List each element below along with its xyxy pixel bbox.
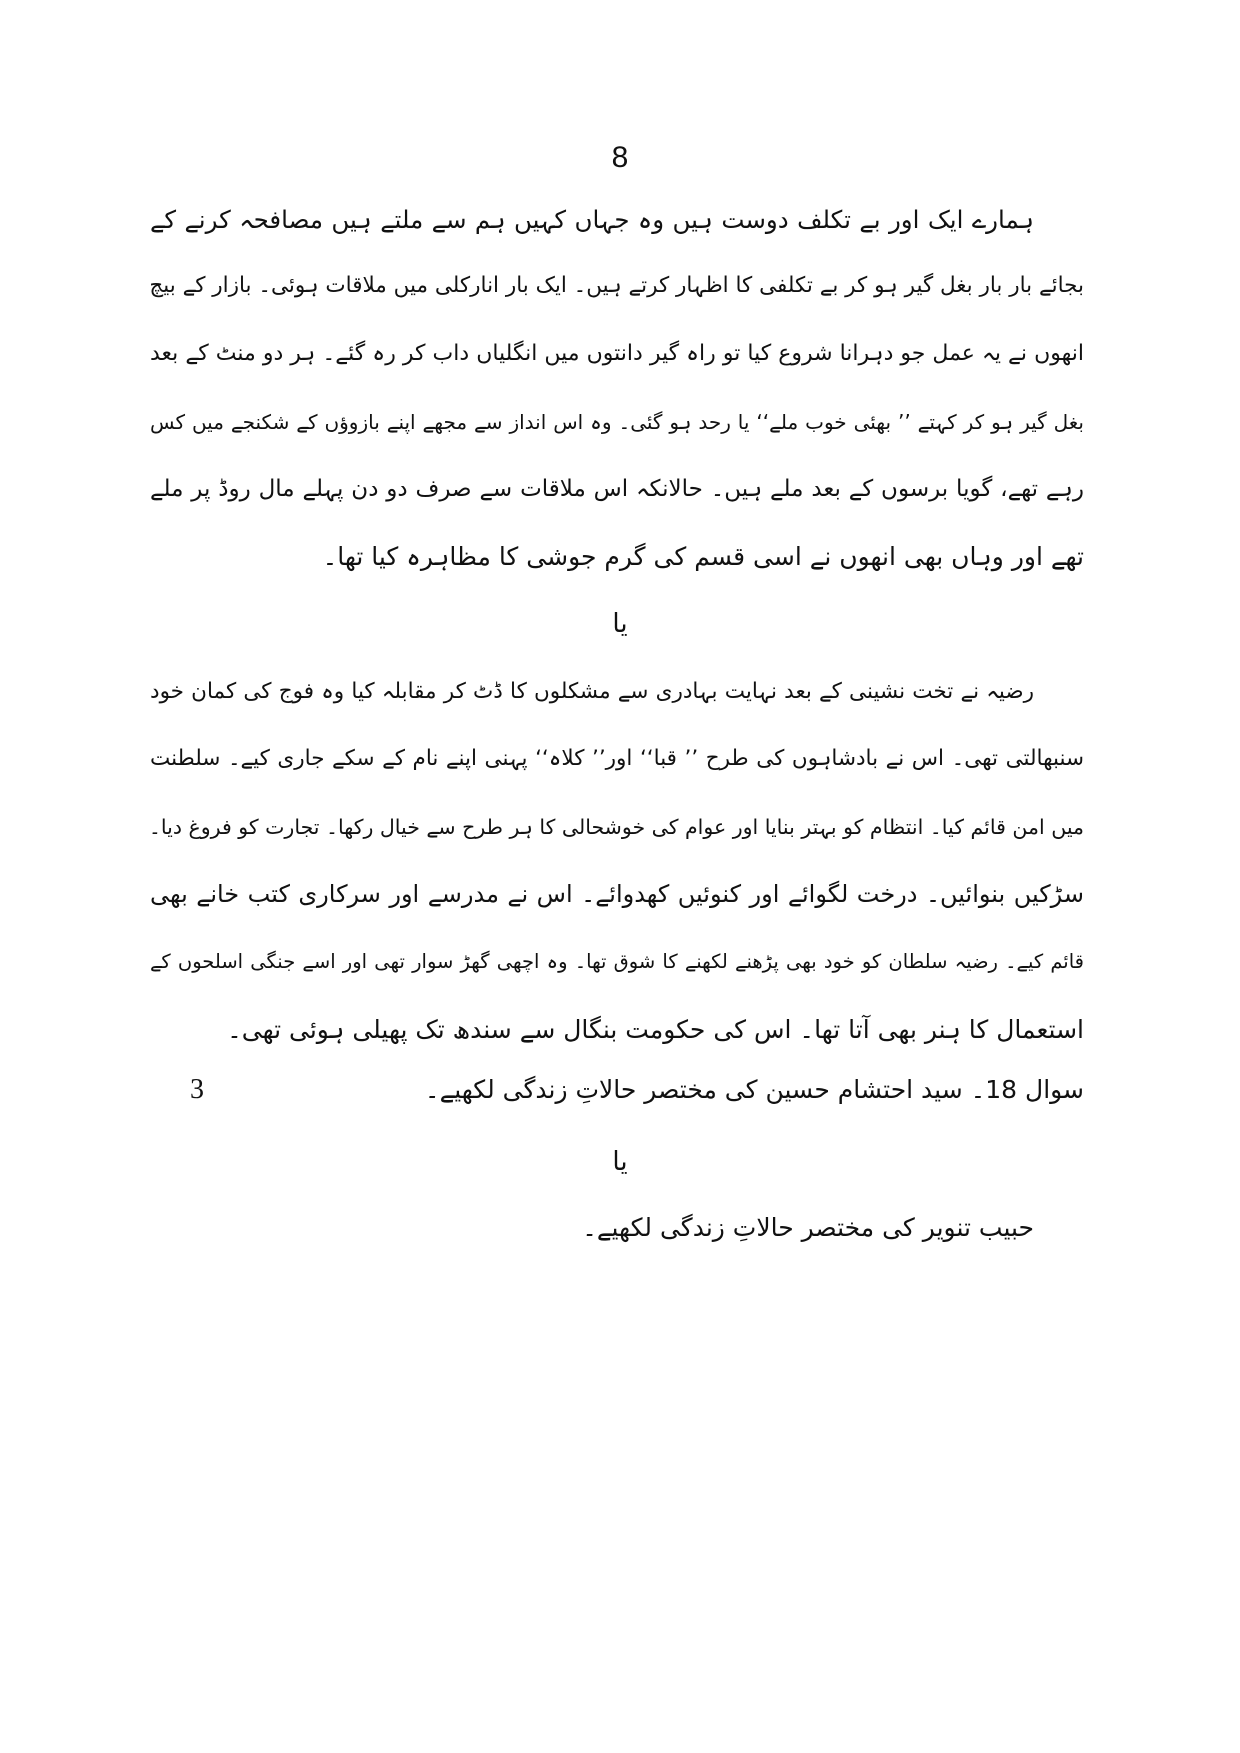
or-separator: یا — [612, 1147, 628, 1177]
passage-1-line: بغل گیر ہو کر کہتے ’’ بھئی خوب ملے‘‘ یا رحد ہو گئی۔ وہ اس انداز سے مجھے اپنے بازوؤں کے شکنجے میں کس — [150, 410, 1084, 434]
passage-2-line: سڑکیں بنوائیں۔ درخت لگوائے اور کنوئیں کھدوائے۔ اس نے مدرسے اور سرکاری کتب خانے بھی — [150, 880, 1084, 908]
alternative-question: حبیب تنویر کی مختصر حالاتِ زندگی لکھیے۔ — [582, 1213, 1034, 1242]
passage-1-line: رہے تھے، گویا برسوں کے بعد ملے ہیں۔ حالانکہ اس ملاقات سے صرف دو دن پہلے مال روڈ پر ملے — [150, 476, 1084, 502]
question-18 — [150, 1068, 1084, 1112]
question-marks: 3 — [190, 1074, 204, 1105]
or-separator: یا — [612, 609, 628, 639]
page-number: 8 — [611, 141, 629, 174]
passage-1-line: ہمارے ایک اور بے تکلف دوست ہیں وہ جہاں کہیں ہم سے ملتے ہیں مصافحہ کرنے کے — [150, 205, 1034, 234]
passage-1-line: انھوں نے یہ عمل جو دہرانا شروع کیا تو راہ گیر دانتوں میں انگلیاں داب کر رہ گئے۔ ہر دو منٹ کے بعد — [150, 341, 1084, 366]
question-text: سوال 18۔ سید احتشام حسین کی مختصر حالاتِ زندگی لکھیے۔ — [424, 1075, 1084, 1104]
passage-2-line: استعمال کا ہنر بھی آتا تھا۔ اس کی حکومت بنگال سے سندھ تک پھیلی ہوئی تھی۔ — [227, 1015, 1084, 1044]
passage-2-line: رضیہ نے تخت نشینی کے بعد نہایت بہادری سے مشکلوں کا ڈٹ کر مقابلہ کیا وہ فوج کی کمان خود — [150, 679, 1034, 704]
passage-2-line: میں امن قائم کیا۔ انتظام کو بہتر بنایا اور عوام کی خوشحالی کا ہر طرح سے خیال رکھا۔ تجارت کو فروغ دیا۔ — [148, 815, 1084, 839]
passage-1-line: تھے اور وہاں بھی انھوں نے اسی قسم کی گرم جوشی کا مظاہرہ کیا تھا۔ — [322, 542, 1084, 571]
passage-2-line: قائم کیے۔ رضیہ سلطان کو خود بھی پڑھنے لکھنے کا شوق تھا۔ وہ اچھی گھڑ سوار تھی اور اسے جنگی اسلحوں کے — [150, 950, 1084, 973]
passage-1-line: بجائے بار بار بغل گیر ہو کر بے تکلفی کا اظہار کرتے ہیں۔ ایک بار انارکلی میں ملاقات ہوئی۔ بازار کے بیچ — [149, 273, 1084, 298]
passage-2-line: سنبھالتی تھی۔ اس نے بادشاہوں کی طرح ’’ قبا‘‘ اور’’ کلاہ‘‘ پہنی اپنے نام کے سکے جاری کیے۔ سلطنت — [150, 746, 1084, 771]
